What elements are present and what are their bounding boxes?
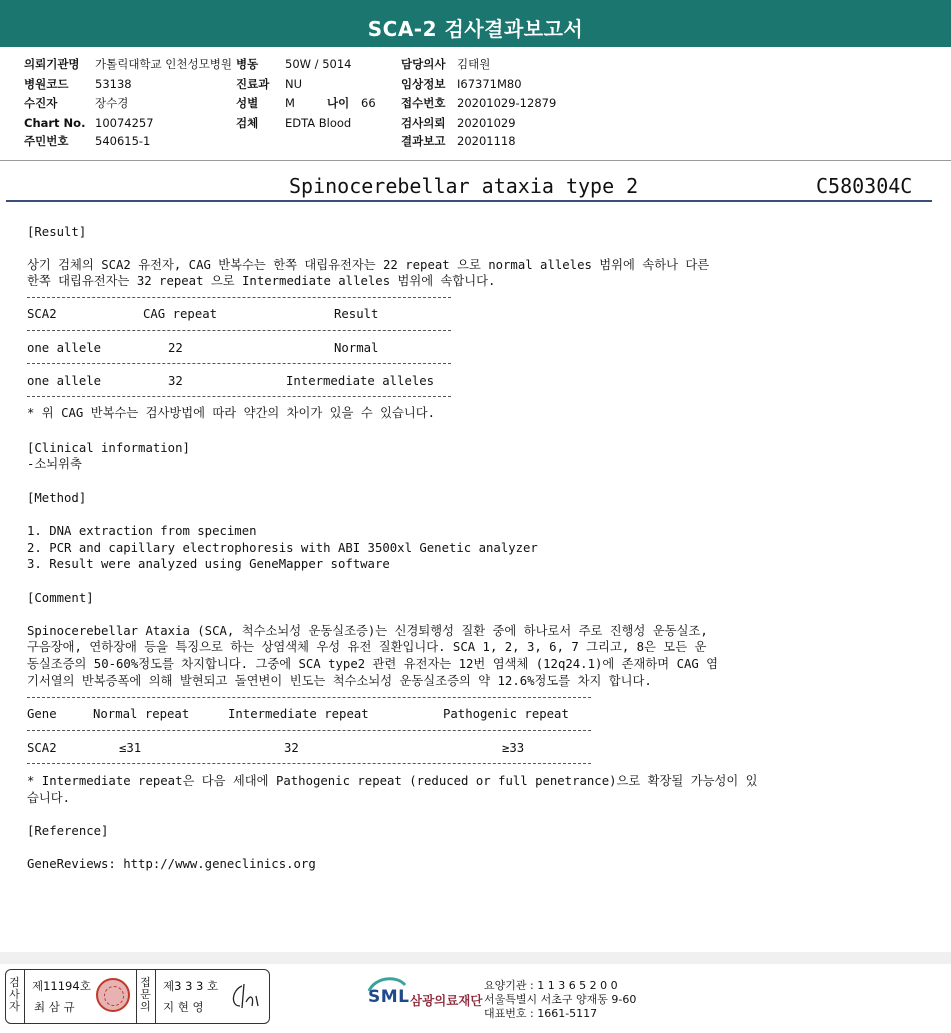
clinical-info-label: 임상정보 [401,77,446,91]
table-header-cell: Result [334,307,379,321]
receipt-no-label: 접수번호 [401,96,446,110]
comment-note-line-2: 습니다. [27,791,71,805]
table-cell: 32 [168,374,183,388]
table-rule [27,396,451,397]
footer-band [0,952,951,964]
ward-value: 50W / 5014 [285,57,352,71]
tester-vertical-label: 검 사 자 [9,976,20,1013]
comment-note-line-1: * Intermediate repeat은 다음 세대에 Pathogenic repeat (reduced or full penetrance)으로 확장될 가능성이 있 [27,774,758,788]
age-label: 나이 [327,96,350,110]
table-header-cell: Intermediate repeat [228,707,369,721]
sml-logo-text: SML [368,987,410,1007]
chart-no-value: 10074257 [95,116,154,130]
request-value: 20201029 [457,116,516,130]
hospital-code-label: 병원코드 [24,77,69,91]
table-header-cell: Pathogenic repeat [443,707,569,721]
handwritten-signature-icon [228,982,262,1012]
specimen-label: 검체 [236,116,259,130]
department-value: NU [285,77,303,91]
table-header-cell: Normal repeat [93,707,190,721]
table-header-cell: SCA2 [27,307,57,321]
report-date-value: 20201118 [457,134,516,148]
clinical-info-value: I67371M80 [457,77,522,91]
org-name: 삼광의료재단 [410,993,483,1008]
signature-divider [24,970,25,1023]
comment-heading: [Comment] [27,591,94,605]
official-seal-icon [96,978,130,1012]
receipt-no-value: 20201029-12879 [457,96,557,110]
report-date-label: 결과보고 [401,134,446,148]
title-divider [6,200,932,202]
result-text-line-2: 한쪽 대립유전자는 32 repeat 으로 Intermediate alleles 범위에 속합니다. [27,274,496,288]
doctor-label: 담당의사 [401,57,446,71]
specimen-value: EDTA Blood [285,116,352,130]
result-note: * 위 CAG 반복수는 검사방법에 따라 약간의 차이가 있을 수 있습니다. [27,406,436,420]
tester-license: 제11194호 [32,979,91,993]
test-name: Spinocerebellar ataxia type 2 [289,174,639,198]
clinical-text: -소뇌위축 [27,457,82,471]
confirmer-name: 지 현 영 [163,1000,204,1014]
result-text-line-1: 상기 검체의 SCA2 유전자, CAG 반복수는 한쪽 대립유전자는 22 repeat 으로 normal alleles 범위에 속하나 다른 [27,258,710,272]
result-heading: [Result] [27,225,87,239]
method-step: 3. Result were analyzed using GeneMapper software [27,557,390,571]
hospital-code-value: 53138 [95,77,132,91]
comment-line: 기서열의 반복증폭에 의해 발현되고 돌연변이 빈도는 척수소뇌성 운동실조증의 약 12.6%정도를 차지 합니다. [27,674,652,688]
signature-divider [155,970,156,1023]
request-label: 검사의뢰 [401,116,446,130]
reference-text: GeneReviews: http://www.geneclinics.org [27,857,316,871]
table-cell: SCA2 [27,741,57,755]
comment-line: Spinocerebellar Ataxia (SCA, 척수소뇌성 운동실조증)는 신경퇴행성 질환 중에 하나로서 주로 진행성 운동실조, [27,624,708,638]
table-header-cell: Gene [27,707,57,721]
institution-label: 의뢰기관명 [24,57,80,71]
examinee-label: 수진자 [24,96,58,110]
table-cell: one allele [27,374,102,388]
table-cell: 32 [284,741,299,755]
table-rule [27,363,451,364]
org-address: 서울특별시 서초구 양재동 9-60 [484,993,637,1006]
method-step: 2. PCR and capillary electrophoresis with ABI 3500xl Genetic analyzer [27,541,538,555]
table-rule [27,730,591,731]
confirmer-vertical-label: 접 문 의 [140,976,151,1013]
reference-heading: [Reference] [27,824,109,838]
signature-divider [136,970,137,1023]
table-rule [27,763,591,764]
signature-box [5,969,270,1024]
table-cell: one allele [27,341,102,355]
chart-no-label: Chart No. [24,116,86,130]
confirmer-license: 제3 3 3 호 [163,979,219,993]
method-heading: [Method] [27,491,87,505]
sex-label: 성별 [236,96,259,110]
org-phone: 대표번호 : 1661-5117 [484,1007,598,1020]
resident-no-value: 540615-1 [95,134,151,148]
table-rule [27,697,591,698]
table-cell: Intermediate alleles [286,374,435,388]
table-rule [27,297,451,298]
method-step: 1. DNA extraction from specimen [27,524,257,538]
test-code: C580304C [816,174,913,198]
table-cell: 22 [168,341,183,355]
doctor-value: 김태원 [457,57,491,71]
org-institution-no: 요양기관 : 1 1 3 6 5 2 0 0 [484,979,618,992]
report-title: SCA-2 검사결과보고서 [367,17,584,41]
institution-value: 가톨릭대학교 인천성모병원 [95,57,232,71]
ward-label: 병동 [236,57,259,71]
table-rule [27,330,451,331]
table-cell: Normal [334,341,379,355]
table-header-cell: CAG repeat [143,307,218,321]
resident-no-label: 주민번호 [24,134,69,148]
clinical-heading: [Clinical information] [27,441,190,455]
table-cell: ≥33 [502,741,525,755]
comment-line: 동실조증의 50-60%정도를 차지합니다. 그중에 SCA type2 관련 유전자는 12번 염색체 (12q24.1)에 존재하며 CAG 염 [27,657,719,671]
age-value: 66 [361,96,376,110]
header-divider [0,160,951,161]
table-cell: ≤31 [119,741,142,755]
title-bar [0,0,951,47]
tester-name: 최 삼 규 [34,1000,75,1014]
comment-line: 구음장애, 연하장애 등을 특징으로 하는 상염색체 우성 유전 질환입니다. SCA 1, 2, 3, 6, 7 그리고, 8은 모든 운 [27,640,707,654]
examinee-value: 장수경 [95,96,129,110]
department-label: 진료과 [236,77,270,91]
sex-value: M [285,96,295,110]
